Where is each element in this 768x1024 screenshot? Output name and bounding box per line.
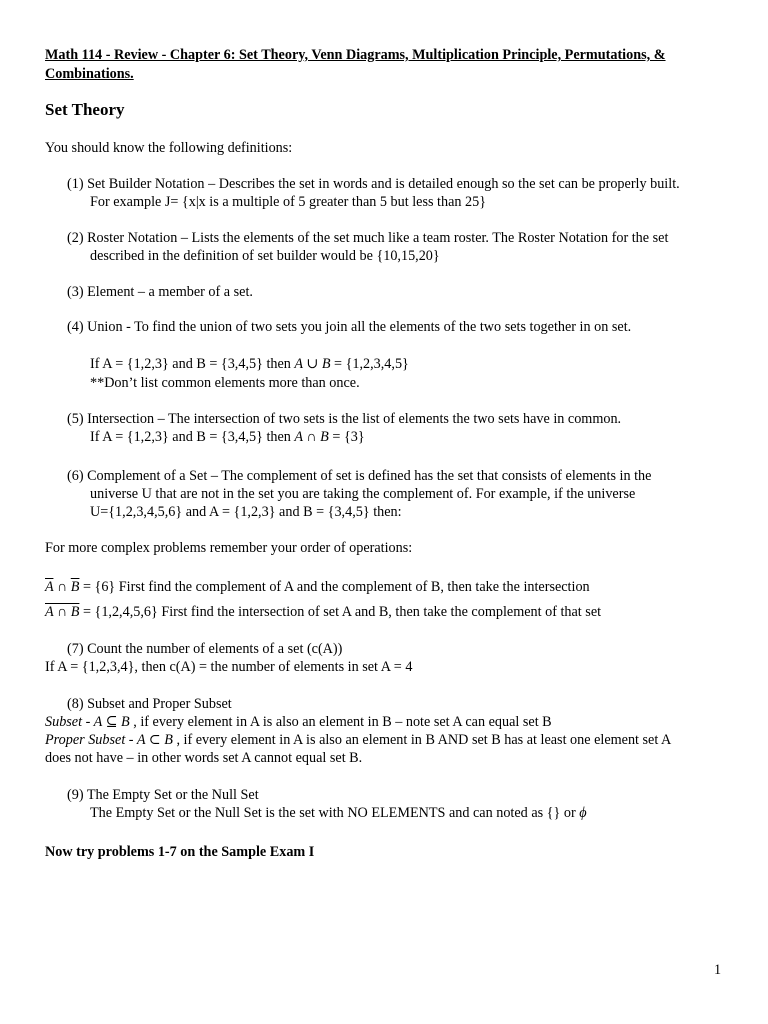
intersection-example-result: = {3} [328, 429, 365, 445]
empty-set-definition [90, 804, 587, 823]
subset-expression: A ⊆ B [93, 714, 130, 730]
definition-7-line1: (7) Count the number of elements of a set (c(A)) [67, 641, 343, 657]
intersection-example [90, 428, 365, 447]
intersection-complement-example [45, 603, 601, 622]
definition-6-line2: universe U that are not in the set you are taking the complement of. For example, if the universe [90, 486, 636, 502]
complement-intersection-explanation: = {6} First find the complement of A and the complement of B, then take the intersection [79, 579, 590, 595]
union-example-result: = {1,2,3,4,5} [330, 356, 409, 372]
section-heading: Set Theory [45, 100, 125, 119]
document-title-line1: Math 114 - Review - Chapter 6: Set Theory, Venn Diagrams, Multiplication Principle, Permutations, & [45, 47, 666, 63]
definition-1-line2: For example J= {x|x is a multiple of 5 greater than 5 but less than 25} [90, 194, 487, 210]
proper-subset-label: Proper Subset - [45, 732, 137, 748]
complement-of-intersection: A ∩ B [45, 604, 80, 620]
definition-6-line3: U={1,2,3,4,5,6} and A = {1,2,3} and B = {3,4,5} then: [90, 504, 402, 520]
intersection-example-pre: If A = {1,2,3} and B = {3,4,5} then [90, 429, 295, 445]
subset-label: Subset - [45, 714, 94, 730]
definition-3: (3) Element – a member of a set. [67, 284, 253, 300]
union-example [90, 355, 409, 374]
complement-b: $\overline{B}$ [70, 579, 80, 595]
definition-2-line1: (2) Roster Notation – Lists the elements of the set much like a team roster. The Roster Notation for the set [67, 230, 669, 246]
empty-set-text: The Empty Set or the Null Set is the set with NO ELEMENTS and can noted as {} or [90, 805, 580, 821]
intersection-operator: ∩ [53, 579, 71, 595]
union-example-pre: If A = {1,2,3} and B = {3,4,5} then [90, 356, 295, 372]
page-number: 1 [714, 962, 722, 978]
definition-2-line2: described in the definition of set builder would be {10,15,20} [90, 248, 440, 264]
definition-8-line1: (8) Subset and Proper Subset [67, 696, 232, 712]
document-title-line2: Combinations. [45, 66, 134, 82]
order-of-operations-text: For more complex problems remember your order of operations: [45, 540, 413, 556]
proper-subset-expression: A ⊂ B [136, 732, 173, 748]
definition-9-line1: (9) The Empty Set or the Null Set [67, 787, 259, 803]
subset-text: , if every element in A is also an element in B – note set A can equal set B [129, 714, 552, 730]
proper-subset-text: , if every element in A is also an element in B AND set B has at least one element set A [172, 732, 672, 748]
complement-intersection-example [45, 578, 590, 597]
definition-6-line1: (6) Complement of a Set – The complement of set is defined has the set that consists of elements in the [67, 468, 652, 484]
definition-4-line1: (4) Union - To find the union of two sets you join all the elements of the two sets together in on set. [67, 319, 632, 335]
definition-1-line1: (1) Set Builder Notation – Describes the set in words and is detailed enough so the set can be properly built. [67, 176, 680, 192]
proper-subset-definition [45, 731, 671, 750]
intersection-complement-explanation: = {1,2,4,5,6} First find the intersection of set A and B, then take the complement of that set [79, 604, 602, 620]
subset-definition [45, 713, 552, 732]
union-note: **Don’t list common elements more than once. [90, 375, 360, 391]
empty-set-symbol: ϕ [579, 805, 587, 821]
definition-7-line2: If A = {1,2,3,4}, then c(A) = the number of elements in set A = 4 [45, 659, 413, 675]
complement-a: $\overline{A}$ [45, 579, 54, 595]
intersection-expression: A ∩ B [294, 429, 329, 445]
closing-instruction: Now try problems 1-7 on the Sample Exam I [45, 844, 315, 860]
proper-subset-line2: does not have – in other words set A cannot equal set B. [45, 750, 363, 766]
union-expression: A ∪ B [294, 356, 331, 372]
intro-text: You should know the following definitions: [45, 140, 293, 156]
definition-5-line1: (5) Intersection – The intersection of two sets is the list of elements the two sets have in common. [67, 411, 622, 427]
